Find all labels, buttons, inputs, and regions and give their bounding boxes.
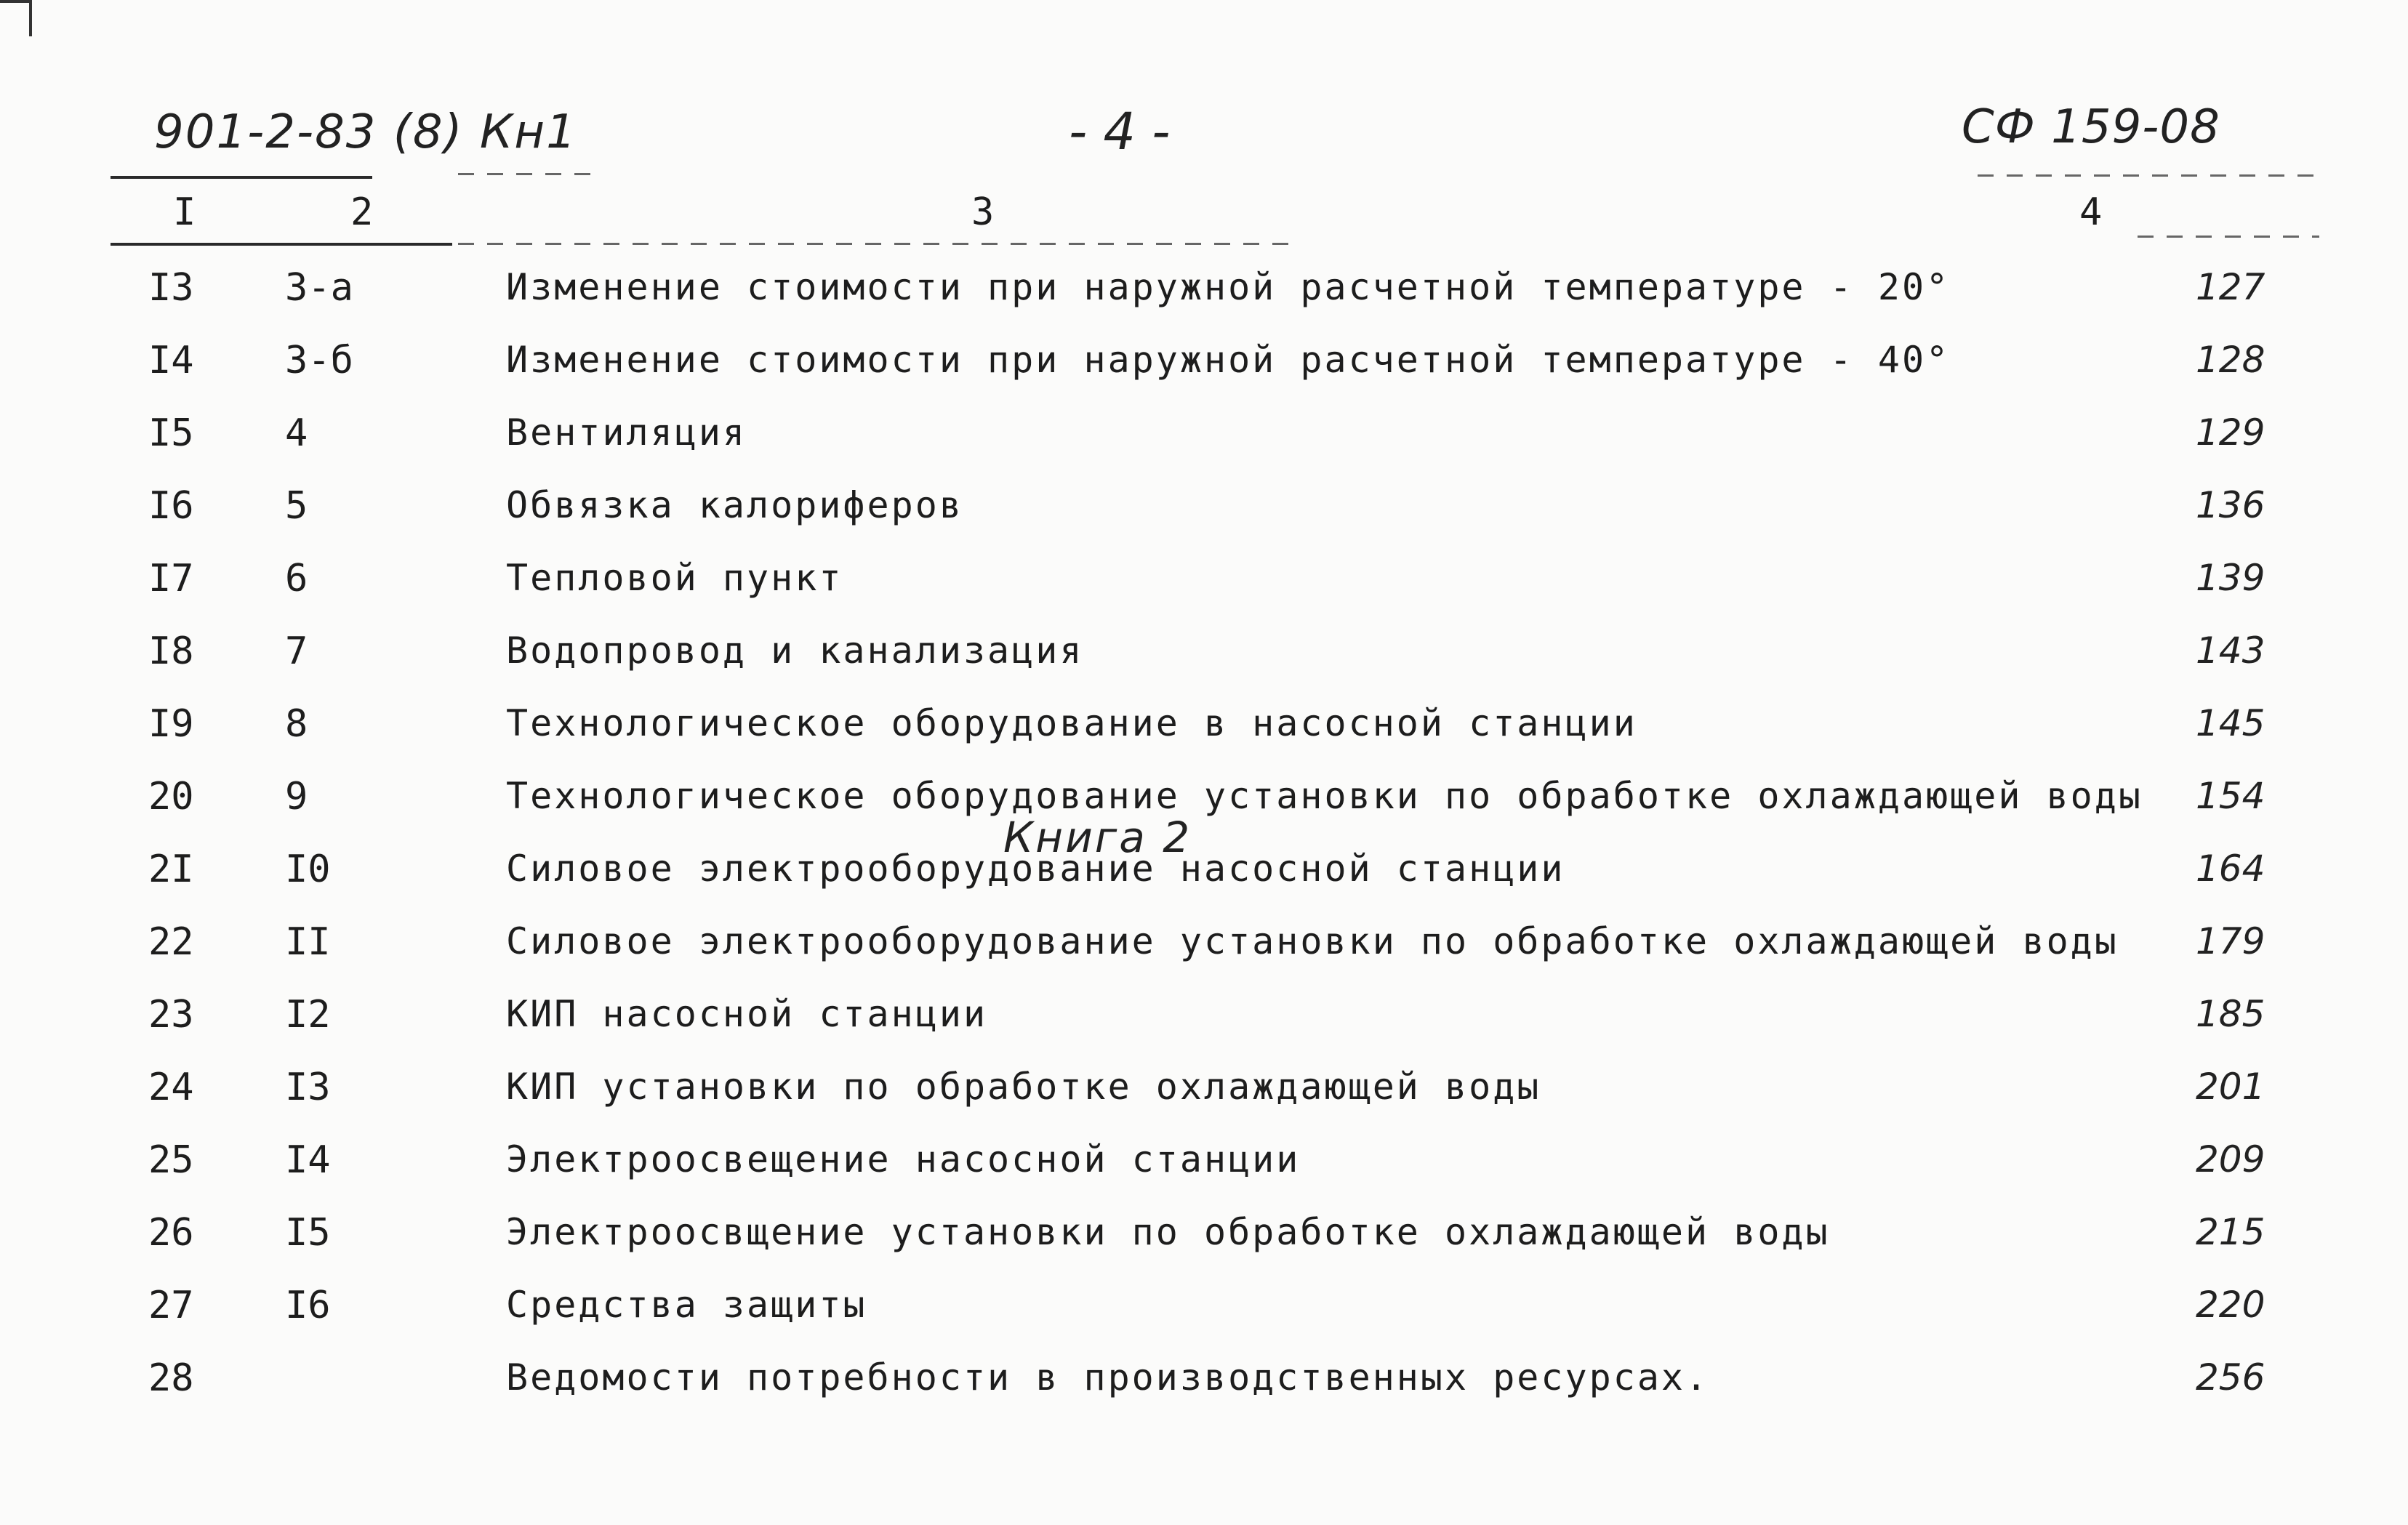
list-item xyxy=(0,920,2408,993)
list-item xyxy=(0,775,2408,848)
row-number: 27 xyxy=(148,1284,194,1327)
book-label: Книга 2 xyxy=(1003,813,1192,862)
list-item xyxy=(0,1138,2408,1211)
row-page: 164 xyxy=(2196,848,2265,890)
row-reference: 9 xyxy=(285,775,308,818)
list-item xyxy=(0,993,2408,1066)
row-number: 24 xyxy=(148,1066,194,1109)
series-code: СФ 159-08 xyxy=(1962,100,2220,154)
row-page: 139 xyxy=(2196,557,2265,599)
row-number: I6 xyxy=(148,484,194,528)
document-code: 901-2-83 (8) Кн1 xyxy=(154,105,577,159)
row-reference: I5 xyxy=(285,1211,331,1255)
row-number: 20 xyxy=(148,775,194,818)
dashed-rule xyxy=(458,243,1294,245)
dashed-rule xyxy=(1978,174,2319,177)
row-title: КИП установки по обработке охлаждающей воды xyxy=(506,1066,1541,1108)
list-item xyxy=(0,629,2408,702)
row-title: Ведомости потребности в производственных ресурсах. xyxy=(506,1356,1710,1399)
row-reference: 3-а xyxy=(285,266,353,310)
row-title: Обвязка калориферов xyxy=(506,484,963,526)
row-page: 215 xyxy=(2196,1211,2265,1253)
row-page: 129 xyxy=(2196,411,2265,454)
column-header-rule xyxy=(111,243,452,246)
list-item xyxy=(0,1211,2408,1284)
column-header-page: 4 xyxy=(2079,190,2103,234)
row-title: Средства защиты xyxy=(506,1284,867,1326)
row-number: I5 xyxy=(148,411,194,455)
list-item xyxy=(0,1356,2408,1429)
corner-bracket-mark xyxy=(0,0,32,36)
list-item xyxy=(0,266,2408,339)
row-title: КИП насосной станции xyxy=(506,993,988,1035)
column-header-title: 3 xyxy=(971,190,995,234)
row-title: Технологическое оборудование установки по обработке охлаждающей воды xyxy=(506,775,2143,817)
row-title: Силовое электрооборудование установки по обработке охлаждающей воды xyxy=(506,920,2119,962)
list-item xyxy=(0,339,2408,411)
row-number: 23 xyxy=(148,993,194,1037)
row-page: 220 xyxy=(2196,1284,2265,1326)
row-page: 127 xyxy=(2196,266,2265,308)
row-title: Технологическое оборудование в насосной станции xyxy=(506,702,1637,744)
row-reference: I4 xyxy=(285,1138,331,1182)
row-title: Тепловой пункт xyxy=(506,557,843,599)
row-reference: 6 xyxy=(285,557,308,600)
dashed-rule xyxy=(458,173,603,175)
row-page: 136 xyxy=(2196,484,2265,526)
row-number: 26 xyxy=(148,1211,194,1255)
row-reference: I6 xyxy=(285,1284,331,1327)
row-title: Изменение стоимости при наружной расчетной температуре - 40° xyxy=(506,339,1951,381)
row-title: Вентиляция xyxy=(506,411,747,454)
row-reference: 4 xyxy=(285,411,308,455)
row-number: I3 xyxy=(148,266,194,310)
page-number: - 4 - xyxy=(1069,102,1171,161)
row-number: 25 xyxy=(148,1138,194,1182)
row-title: Водопровод и канализация xyxy=(506,629,1084,672)
row-reference: I0 xyxy=(285,848,331,891)
row-title: Силовое электрооборудование насосной станции xyxy=(506,848,1565,890)
row-page: 128 xyxy=(2196,339,2265,381)
row-page: 179 xyxy=(2196,920,2265,962)
row-title: Электроосвещение насосной станции xyxy=(506,1138,1301,1180)
column-header-index: I xyxy=(173,190,196,234)
row-reference: 7 xyxy=(285,629,308,673)
row-number: 22 xyxy=(148,920,194,964)
row-page: 201 xyxy=(2196,1066,2265,1108)
row-page: 256 xyxy=(2196,1356,2265,1399)
header-rule xyxy=(111,176,372,179)
list-item xyxy=(0,484,2408,557)
row-number: I4 xyxy=(148,339,194,382)
row-page: 145 xyxy=(2196,702,2265,744)
list-item xyxy=(0,1066,2408,1138)
row-reference: I2 xyxy=(285,993,331,1037)
row-title: Электроосвщение установки по обработке охлаждающей воды xyxy=(506,1211,1830,1253)
row-number: I9 xyxy=(148,702,194,746)
list-item xyxy=(0,411,2408,484)
row-number: I7 xyxy=(148,557,194,600)
dashed-rule xyxy=(2138,236,2319,238)
row-number: 28 xyxy=(148,1356,194,1400)
list-item xyxy=(0,848,2408,920)
row-reference: I3 xyxy=(285,1066,331,1109)
row-number: 2I xyxy=(148,848,194,891)
list-item xyxy=(0,702,2408,775)
row-reference: 8 xyxy=(285,702,308,746)
row-page: 209 xyxy=(2196,1138,2265,1180)
row-reference: II xyxy=(285,920,331,964)
row-reference: 3-б xyxy=(285,339,353,382)
row-reference: 5 xyxy=(285,484,308,528)
row-page: 185 xyxy=(2196,993,2265,1035)
row-number: I8 xyxy=(148,629,194,673)
row-title: Изменение стоимости при наружной расчетной температуре - 20° xyxy=(506,266,1951,308)
column-header-ref: 2 xyxy=(350,190,374,234)
list-item xyxy=(0,1284,2408,1356)
row-page: 143 xyxy=(2196,629,2265,672)
row-page: 154 xyxy=(2196,775,2265,817)
list-item xyxy=(0,557,2408,629)
